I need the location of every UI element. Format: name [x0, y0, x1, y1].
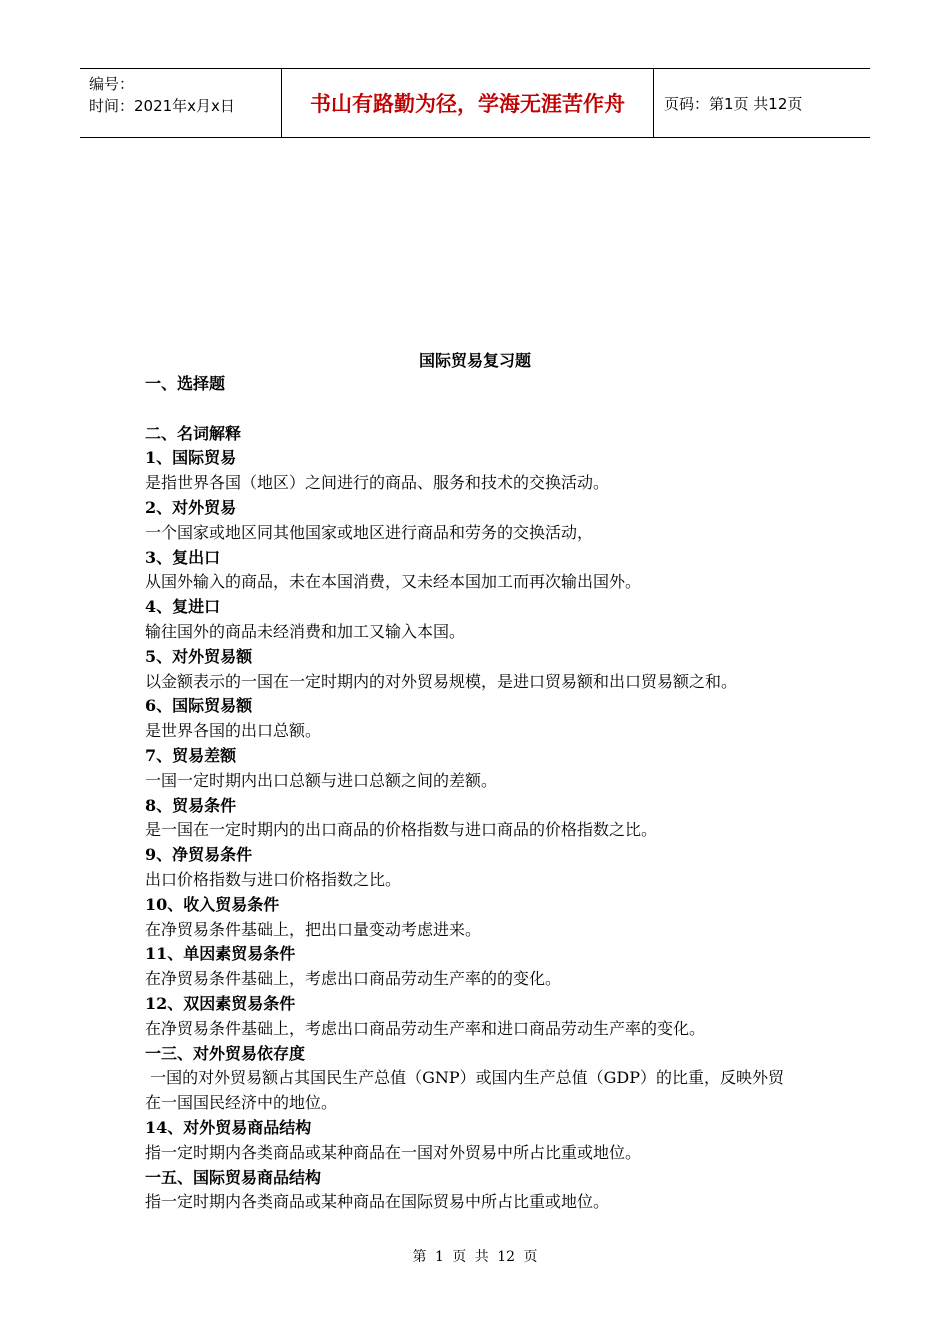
body-line: 从国外输入的商品，未在本国消费，又未经本国加工而再次输出国外。: [145, 572, 642, 592]
section-heading: 12、双因素贸易条件: [145, 993, 296, 1013]
section-heading: 9、净贸易条件: [145, 845, 253, 865]
body-line: 在净贸易条件基础上，把出口量变动考虑进来。: [145, 919, 482, 939]
body-line: 是一国在一定时期内的出口商品的价格指数与进口商品的价格指数之比。: [145, 820, 658, 840]
section-heading: 一五、国际贸易商品结构: [145, 1167, 322, 1187]
header-meta: [80, 69, 282, 137]
section-heading: 10、收入贸易条件: [145, 894, 280, 914]
document-title: 国际贸易复习题: [418, 351, 531, 370]
section-heading: 1、国际贸易: [145, 448, 237, 468]
body-line: 在一国国民经济中的地位。: [145, 1093, 338, 1113]
section-heading: 6、国际贸易额: [145, 696, 253, 716]
body-line: 以金额表示的一国在一定时期内的对外贸易规模，是进口贸易额和出口贸易额之和。: [145, 671, 738, 691]
header-page-info: 页码：第1页 共12页: [664, 94, 803, 113]
section-heading: 5、对外贸易额: [145, 646, 253, 666]
page-header: [80, 68, 870, 138]
body-line: 一个国家或地区同其他国家或地区进行商品和劳务的交换活动，: [145, 522, 594, 542]
section-heading: 二、名词解释: [145, 423, 242, 443]
section-heading: 14、对外贸易商品结构: [145, 1117, 312, 1137]
section-heading: 11、单因素贸易条件: [145, 944, 296, 964]
section-heading: 3、复出口: [145, 547, 221, 567]
body-line: 一国一定时期内出口总额与进口总额之间的差额。: [145, 770, 498, 790]
section-heading: 8、贸易条件: [145, 795, 237, 815]
number-label: 编号：: [89, 75, 135, 93]
body-line: 是世界各国的出口总额。: [145, 721, 322, 741]
body-line: 是指世界各国（地区）之间进行的商品、服务和技术的交换活动。: [145, 473, 610, 493]
section-heading: 2、对外贸易: [145, 497, 237, 517]
body-line: 输往国外的商品未经消费和加工又输入本国。: [145, 621, 466, 641]
section-heading: 一、选择题: [145, 374, 226, 393]
body-line: [145, 397, 835, 422]
section-heading: 7、贸易差额: [145, 745, 237, 765]
body-line: 在净贸易条件基础上，考虑出口商品劳动生产率的的变化。: [145, 969, 562, 989]
section-heading: 一三、对外贸易依存度: [145, 1043, 306, 1063]
section-heading: 4、复进口: [145, 597, 221, 617]
page-footer: 第 1 页 共 12 页: [412, 1249, 538, 1265]
header-motto: 书山有路勤为径，学海无涯苦作舟: [282, 69, 654, 137]
body-line: 出口价格指数与进口价格指数之比。: [145, 869, 402, 889]
document-body: [145, 372, 835, 1215]
body-line: 在净贸易条件基础上，考虑出口商品劳动生产率和进口商品劳动生产率的变化。: [145, 1018, 706, 1038]
body-line: 指一定时期内各类商品或某种商品在一国对外贸易中所占比重或地位。: [145, 1142, 642, 1162]
body-line: 一国的对外贸易额占其国民生产总值（GNP）或国内生产总值（GDP）的比重，反映外贸: [145, 1068, 785, 1088]
time-label: 时间：2021年x月x日: [89, 97, 235, 115]
body-line: 指一定时期内各类商品或某种商品在国际贸易中所占比重或地位。: [145, 1192, 610, 1212]
